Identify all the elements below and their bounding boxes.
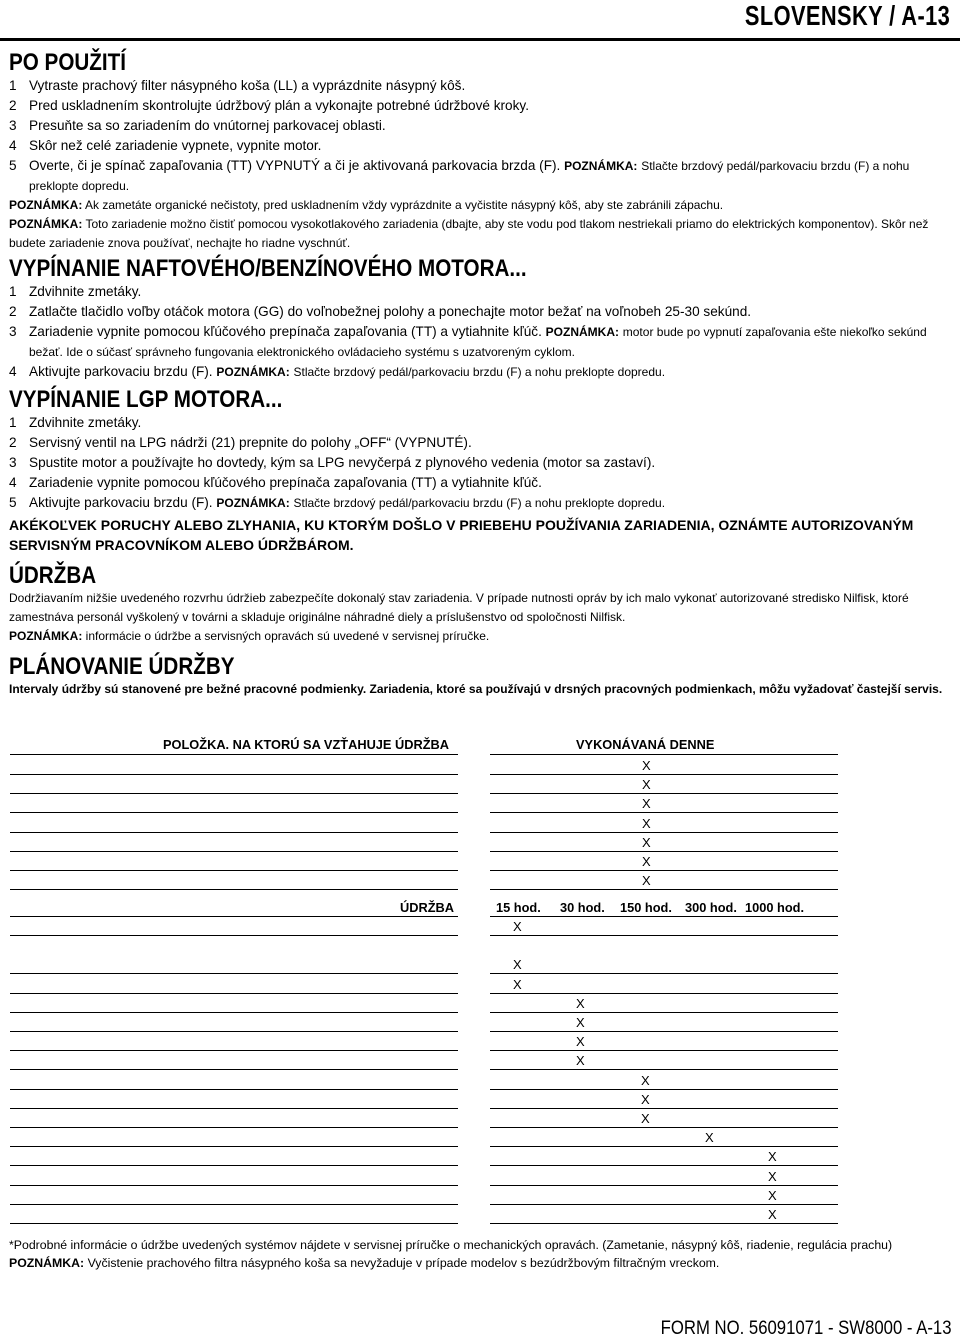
header-underline bbox=[10, 916, 458, 917]
table-header-item: POLOŽKA. NA KTORÚ SA VZŤAHUJE ÚDRŽBA bbox=[163, 737, 450, 752]
maintenance-label: ÚDRŽBA bbox=[400, 900, 455, 915]
step-number: 1 bbox=[9, 284, 17, 299]
step-text-wrap bbox=[29, 96, 953, 116]
row-underline bbox=[10, 1223, 458, 1224]
x-mark: X bbox=[768, 1149, 777, 1165]
x-mark: X bbox=[642, 796, 651, 812]
section-title-schedule: PLÁNOVANIE ÚDRŽBY bbox=[9, 653, 235, 680]
row-underline bbox=[490, 1069, 838, 1070]
note-label: POZNÁMKA: bbox=[564, 159, 638, 173]
maintenance-note bbox=[9, 627, 953, 646]
row-underline bbox=[490, 1089, 838, 1090]
step-number: 1 bbox=[9, 78, 17, 93]
row-underline bbox=[10, 973, 458, 974]
note-pressure-washer bbox=[9, 215, 953, 253]
x-mark: X bbox=[513, 919, 522, 934]
after-use-steps bbox=[9, 76, 953, 196]
note-label: POZNÁMKA: bbox=[9, 217, 83, 231]
step-item bbox=[9, 362, 953, 382]
step-number: 1 bbox=[9, 415, 17, 430]
step-text-wrap bbox=[29, 362, 953, 382]
note-label: POZNÁMKA: bbox=[9, 629, 83, 643]
step-number: 5 bbox=[9, 495, 17, 510]
x-mark: X bbox=[576, 1053, 585, 1069]
row-underline bbox=[490, 1050, 838, 1051]
step-text: Zdvihnite zmetáky. bbox=[29, 415, 142, 430]
step-text-wrap bbox=[29, 136, 953, 156]
step-text-wrap bbox=[29, 413, 953, 433]
step-text: Servisný ventil na LPG nádrži (21) prepnite do polohy „OFF“ (VYPNUTÉ). bbox=[29, 435, 472, 450]
row-underline bbox=[490, 1108, 838, 1109]
step-text: Zatlačte tlačidlo voľby otáčok motora (GG) do voľnobežnej polohy a ponechajte motor bežať na voľnobeh 25-30 sekúnd. bbox=[29, 304, 752, 319]
step-text: Presuňte sa so zariadením do vnútornej parkovacej oblasti. bbox=[29, 118, 386, 133]
footnote-text: *Podrobné informácie o údržbe uvedených systémov nájdete v servisnej príručke o mechanických opravách. (Zametanie, násypný kôš, riadenie, regulácia prachu) bbox=[9, 1238, 893, 1252]
row-underline bbox=[10, 1089, 458, 1090]
x-mark: X bbox=[768, 1187, 777, 1203]
x-mark: X bbox=[641, 1091, 650, 1107]
row-underline bbox=[10, 870, 458, 871]
row-underline bbox=[490, 1165, 838, 1166]
step-text-wrap bbox=[29, 302, 953, 322]
row-underline bbox=[490, 1185, 838, 1186]
table-header-done: VYKONÁVANÁ DENNE bbox=[576, 737, 715, 752]
x-mark: X bbox=[513, 957, 522, 973]
note-text: Ak zametáte organické nečistoty, pred uskladnením vždy vyprázdnite a vyčistite násypný kôš, aby ste zabránili zápachu. bbox=[85, 198, 724, 212]
note-text: motor bude po vypnutí zapaľovania ešte niekoľko sekúnd bežať. Ide o súčasť správneho fungovania elektronického ovládacieho systému s uzatvoreným cyklom. bbox=[29, 325, 927, 359]
x-mark: X bbox=[642, 777, 651, 793]
step-number: 2 bbox=[9, 98, 17, 113]
row-underline bbox=[10, 1127, 458, 1128]
step-number: 2 bbox=[9, 435, 17, 450]
row-underline bbox=[10, 1185, 458, 1186]
x-mark: X bbox=[513, 976, 522, 992]
note-organic bbox=[9, 196, 953, 215]
section-title-maintenance: ÚDRŽBA bbox=[9, 562, 97, 589]
step-item bbox=[9, 156, 953, 196]
step-text: Skôr než celé zariadenie vypnete, vypnite motor. bbox=[29, 138, 322, 153]
step-number: 3 bbox=[9, 324, 17, 339]
row-underline bbox=[10, 1146, 458, 1147]
schedule-intro: Intervaly údržby sú stanovené pre bežné pracovné podmienky. Zariadenia, ktoré sa používajú v drsných pracovných podmienkach, môžu vyžadovať častejší servis. bbox=[9, 682, 943, 696]
section-title-after-use: PO POUŽITÍ bbox=[9, 49, 126, 76]
note-text: Stlačte brzdový pedál/parkovaciu brzdu (F) a nohu preklopte dopredu. bbox=[293, 496, 666, 510]
step-text-wrap bbox=[29, 473, 953, 493]
step-text: Pred uskladnením skontrolujte údržbový plán a vykonajte potrebné údržbové kroky. bbox=[29, 98, 529, 113]
interval-header: 30 hod. bbox=[560, 900, 605, 915]
row-underline bbox=[10, 832, 458, 833]
step-item bbox=[9, 116, 953, 136]
header-underline bbox=[490, 754, 838, 755]
step-number: 4 bbox=[9, 475, 17, 490]
header-underline bbox=[10, 754, 458, 755]
row-underline bbox=[490, 935, 838, 936]
maintenance-text: Dodržiavaním nižšie uvedeného rozvrhu údržieb zabezpečíte dokonalý stav zariadenia. V prípade nutnosti opráv by ich malo vykonať autorizované stredisko Nilfisk, ktoré zamestnáva personál vyškolený v továrni a skladuje originálne náhradné diely a príslušenstvo od spoločnosti Nilfisk. bbox=[9, 591, 909, 624]
footnote-note: Vyčistenie prachového filtra násypného koša sa nevyžaduje v prípade modelov s bezúdržbovým filtračným vreckom. bbox=[87, 1256, 720, 1270]
step-number: 5 bbox=[9, 158, 17, 173]
note-text: informácie o údržbe a servisných opravách sú uvedené v servisnej príručke. bbox=[85, 629, 490, 643]
row-underline bbox=[490, 812, 838, 813]
row-underline bbox=[490, 870, 838, 871]
step-text: Zariadenie vypnite pomocou kľúčového prepínača zapaľovania (TT) a vytiahnite kľúč. bbox=[29, 324, 542, 339]
row-underline bbox=[10, 889, 458, 890]
step-item bbox=[9, 302, 953, 322]
x-mark: X bbox=[642, 815, 651, 831]
x-mark: X bbox=[642, 873, 651, 889]
step-number: 3 bbox=[9, 455, 17, 470]
step-item bbox=[9, 282, 953, 302]
note-text: Toto zariadenie možno čistiť pomocou vysokotlakového zariadenia (dbajte, aby ste vodu pod tlakom nestriekali priamo do elektrických komponentov). Skôr než budete zariadenie znova používať, nechajte ho riadne vyschnúť. bbox=[9, 217, 929, 250]
step-number: 4 bbox=[9, 364, 17, 379]
step-item bbox=[9, 453, 953, 473]
x-mark: X bbox=[705, 1130, 714, 1146]
x-mark: X bbox=[641, 1072, 650, 1088]
step-text: Aktivujte parkovaciu brzdu (F). bbox=[29, 364, 213, 379]
interval-header: 1000 hod. bbox=[745, 900, 805, 915]
row-underline bbox=[10, 1050, 458, 1051]
row-underline bbox=[490, 1223, 838, 1224]
section-title-lpg: VYPÍNANIE LGP MOTORA... bbox=[9, 386, 283, 413]
note-label: POZNÁMKA: bbox=[9, 1256, 85, 1270]
section-title-diesel: VYPÍNANIE NAFTOVÉHO/BENZÍNOVÉHO MOTORA... bbox=[9, 255, 527, 282]
step-item bbox=[9, 433, 953, 453]
step-number: 4 bbox=[9, 138, 17, 153]
step-number: 2 bbox=[9, 304, 17, 319]
row-underline bbox=[490, 851, 838, 852]
footnote bbox=[9, 1236, 929, 1272]
interval-header: 300 hod. bbox=[685, 900, 737, 915]
step-text-wrap bbox=[29, 433, 953, 453]
step-text-wrap bbox=[29, 116, 953, 136]
interval-header: 15 hod. bbox=[496, 900, 541, 915]
row-underline bbox=[10, 774, 458, 775]
note-label: POZNÁMKA: bbox=[216, 365, 290, 379]
form-number: FORM NO. 56091071 - SW8000 - A-13 bbox=[661, 1318, 952, 1339]
x-mark: X bbox=[576, 1015, 585, 1030]
row-underline bbox=[490, 1146, 838, 1147]
row-underline bbox=[10, 1012, 458, 1013]
row-underline bbox=[490, 793, 838, 794]
row-underline bbox=[10, 935, 458, 936]
diesel-steps bbox=[9, 282, 953, 382]
step-item bbox=[9, 413, 953, 433]
step-text: Zariadenie vypnite pomocou kľúčového prepínača zapaľovania (TT) a vytiahnite kľúč. bbox=[29, 475, 542, 490]
step-number: 3 bbox=[9, 118, 17, 133]
x-mark: X bbox=[642, 834, 651, 850]
step-text-wrap bbox=[29, 156, 953, 196]
x-mark: X bbox=[641, 1111, 650, 1126]
row-underline bbox=[490, 1012, 838, 1013]
x-mark: X bbox=[642, 758, 651, 773]
x-mark: X bbox=[768, 1168, 777, 1184]
row-underline bbox=[10, 851, 458, 852]
row-underline bbox=[10, 1031, 458, 1032]
row-underline bbox=[10, 1069, 458, 1070]
warning-text: AKÉKOĽVEK PORUCHY ALEBO ZLYHANIA, KU KTORÝM DOŠLO V PRIEBEHU POUŽÍVANIA ZARIADENIA, OZNÁMTE AUTORIZOVANÝM SERVISNÝM PRACOVNÍKOM ALEBO ÚDRŽBÁROM. bbox=[9, 517, 914, 553]
x-mark: X bbox=[642, 854, 651, 869]
page-header: SLOVENSKY / A-13 bbox=[744, 0, 950, 31]
note-text: Stlačte brzdový pedál/parkovaciu brzdu (F) a nohu preklopte dopredu. bbox=[29, 159, 910, 193]
row-underline bbox=[490, 774, 838, 775]
row-underline bbox=[10, 1204, 458, 1205]
note-text: Stlačte brzdový pedál/parkovaciu brzdu (F) a nohu preklopte dopredu. bbox=[293, 365, 666, 379]
row-underline bbox=[490, 1204, 838, 1205]
step-text: Vytraste prachový filter násypného koša (LL) a vyprázdnite násypný kôš. bbox=[29, 78, 466, 93]
step-text-wrap bbox=[29, 493, 953, 513]
row-underline bbox=[10, 1165, 458, 1166]
note-label: POZNÁMKA: bbox=[9, 198, 83, 212]
step-item bbox=[9, 473, 953, 493]
step-text-wrap bbox=[29, 453, 953, 473]
step-text: Spustite motor a používajte ho dovtedy, kým sa LPG nevyčerpá z plynového vedenia (motor sa zastaví). bbox=[29, 455, 656, 470]
lpg-steps bbox=[9, 413, 953, 513]
step-text-wrap bbox=[29, 322, 953, 362]
row-underline bbox=[10, 793, 458, 794]
step-item bbox=[9, 493, 953, 513]
x-mark: X bbox=[768, 1207, 777, 1222]
row-underline bbox=[10, 993, 458, 994]
step-item bbox=[9, 76, 953, 96]
step-text: Overte, či je spínač zapaľovania (TT) VYPNUTÝ a či je aktivovaná parkovacia brzda (F). bbox=[29, 158, 561, 173]
row-underline bbox=[490, 1031, 838, 1032]
row-underline bbox=[490, 993, 838, 994]
step-text: Aktivujte parkovaciu brzdu (F). bbox=[29, 495, 213, 510]
note-label: POZNÁMKA: bbox=[216, 496, 290, 510]
step-text-wrap bbox=[29, 76, 953, 96]
interval-header: 150 hod. bbox=[620, 900, 672, 915]
row-underline bbox=[490, 889, 838, 890]
row-underline bbox=[490, 1127, 838, 1128]
row-underline bbox=[10, 1108, 458, 1109]
x-mark: X bbox=[576, 995, 585, 1011]
step-text-wrap bbox=[29, 282, 953, 302]
page-content bbox=[9, 50, 953, 699]
step-item bbox=[9, 136, 953, 156]
row-underline bbox=[490, 973, 838, 974]
header-rule bbox=[0, 38, 960, 41]
header-underline bbox=[490, 916, 838, 917]
step-text: Zdvihnite zmetáky. bbox=[29, 284, 142, 299]
step-item bbox=[9, 322, 953, 362]
row-underline bbox=[490, 832, 838, 833]
note-label: POZNÁMKA: bbox=[545, 325, 619, 339]
x-mark: X bbox=[576, 1034, 585, 1050]
row-underline bbox=[10, 812, 458, 813]
step-item bbox=[9, 96, 953, 116]
